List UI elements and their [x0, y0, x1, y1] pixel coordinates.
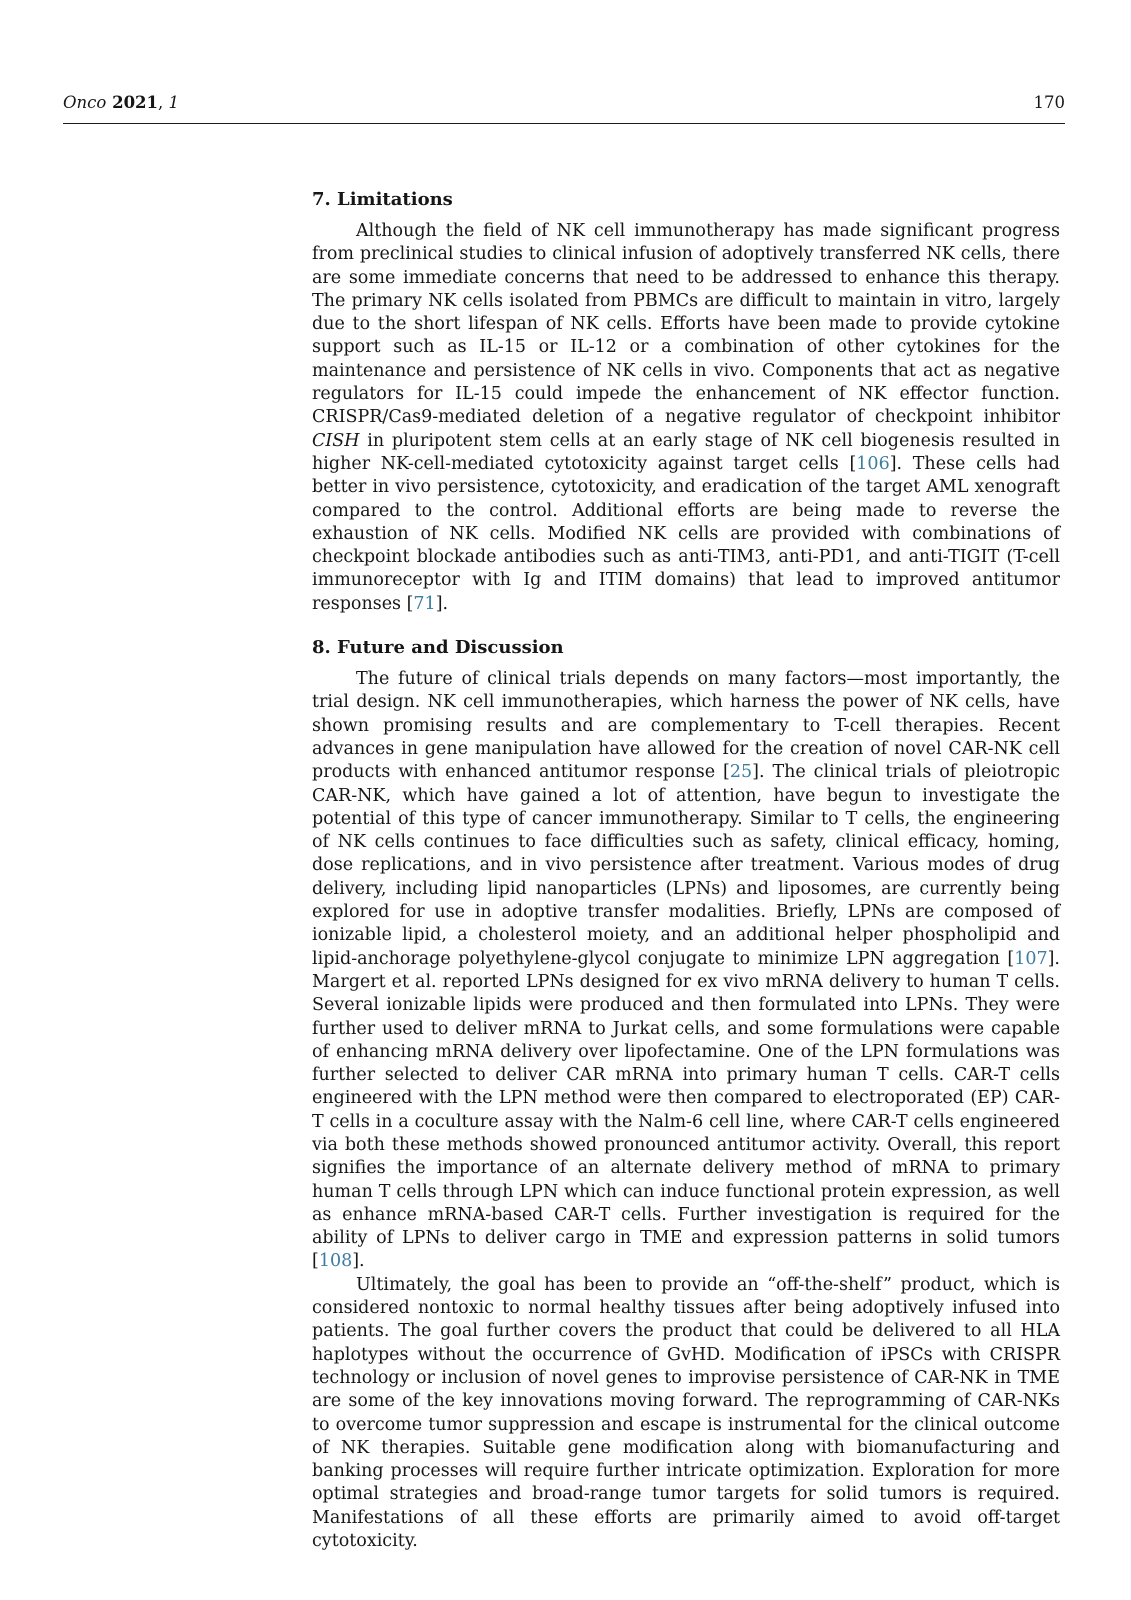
text-run: Although the field of NK cell immunotherapy has made significant progress from preclinical studies to clinical infusion of adoptively transferred NK cells, there are some immediate concerns that need to be addressed to enhance this therapy. The primary NK cells isolated from PBMCs are difficult to maintain in vitro, largely due to the short lifespan of NK cells. Efforts have been made to provide cytokine support such as IL-15 or IL-12 or a combination of other cytokines for the maintenance and persistence of NK cells in vivo. Components that act as negative regulators for IL-15 could impede the enhancement of NK effector function. CRISPR/Cas9-mediated deletion of a negative regulator of checkpoint inhibitor	[312, 221, 1060, 428]
text-run: The future of clinical trials depends on many factors—most importantly, the trial design. NK cell immunotherapies, which harness the power of NK cells, have shown promising results and are complementary to T-cell therapies. Recent advances in gene manipulation have allowed for the creation of novel CAR-NK cell products with enhanced antitumor response [	[312, 669, 1060, 783]
text-run: ].	[435, 593, 449, 614]
section	[312, 188, 1060, 616]
text-run: Ultimately, the goal has been to provide an “off-the-shelf” product, which is considered nontoxic to normal healthy tissues after being adoptively infused into patients. The goal further covers the product that could be delivered to all HLA haplotypes without the occurrence of GvHD. Modification of iPSCs with CRISPR technology or inclusion of novel genes to improvise persistence of CAR-NK in TME are some of the key innovations moving forward. The reprogramming of CAR-NKs to overcome tumor suppression and escape is instrumental for the clinical outcome of NK therapies. Suitable gene modification along with biomanufacturing and banking processes will require further intricate optimization. Exploration for more optimal strategies and broad-range tumor targets for solid tumors is required. Manifestations of all these efforts are primarily aimed to avoid off-target cytotoxicity.	[312, 1274, 1060, 1552]
journal-citation	[63, 93, 179, 113]
citation-link[interactable]: 106	[856, 453, 890, 474]
page-number: 170	[1033, 93, 1065, 112]
section-heading: 8. Future and Discussion	[312, 637, 564, 659]
text-run: ,	[158, 93, 169, 112]
paragraph	[312, 220, 1060, 616]
italic-text: CISH	[312, 430, 360, 451]
paragraph	[312, 1274, 1060, 1554]
section-heading: 7. Limitations	[312, 189, 453, 210]
citation-link[interactable]: 108	[318, 1251, 353, 1272]
italic-text: 1	[168, 93, 180, 112]
italic-text: Onco	[63, 93, 107, 112]
bold-text: 2021	[106, 93, 159, 112]
header-rule	[63, 123, 1065, 124]
article-body	[312, 188, 1060, 1553]
citation-link[interactable]: 107	[1014, 948, 1048, 969]
text-run: in pluripotent stem cells at an early stage of NK cell biogenesis resulted in higher NK-cell-mediated cytotoxicity against target cells [	[312, 430, 1060, 474]
citation-link[interactable]: 25	[729, 762, 753, 783]
running-header	[63, 93, 1065, 113]
section	[312, 636, 1060, 1553]
text-run: ].	[352, 1251, 365, 1272]
text-run: ]. These cells had better in vivo persistence, cytotoxicity, and eradication of the target AML xenograft compared to the control. Additional efforts are being made to reverse the exhaustion of NK cells. Modified NK cells are provided with combinations of checkpoint blockade antibodies such as anti-TIM3, anti-PD1, and anti-TIGIT (T-cell immunoreceptor with Ig and ITIM domains) that lead to improved antitumor responses [	[312, 453, 1060, 614]
text-run: ]. The clinical trials of pleiotropic CAR-NK, which have gained a lot of attention, have begun to investigate the potential of this type of cancer immunotherapy. Similar to T cells, the engineering of NK cells continues to face difficulties such as safety, clinical efficacy, homing, dose replications, and in vivo persistence after treatment. Various modes of drug delivery, including lipid nanoparticles (LPNs) and liposomes, are currently being explored for use in adoptive transfer modalities. Briefly, LPNs are composed of ionizable lipid, a cholesterol moiety, and an additional helper phospholipid and lipid-anchorage polyethylene-glycol conjugate to minimize LPN aggregation [	[312, 762, 1060, 969]
paragraph	[312, 668, 1060, 1274]
text-run: ]. Margert et al. reported LPNs designed for ex vivo mRNA delivery to human T cells. Several ionizable lipids were produced and then formulated into LPNs. They were further used to deliver mRNA to Jurkat cells, and some formulations were capable of enhancing mRNA delivery over lipofectamine. One of the LPN formulations was further selected to deliver CAR mRNA into primary human T cells. CAR-T cells engineered with the LPN method were then compared to electroporated (EP) CAR-T cells in a coculture assay with the Nalm-6 cell line, where CAR-T cells engineered via both these methods showed pronounced antitumor activity. Overall, this report signifies the importance of an alternate delivery method of mRNA to primary human T cells through LPN which can induce functional protein expression, as well as enhance mRNA-based CAR-T cells. Further investigation is required for the ability of LPNs to deliver cargo in TME and expression patterns in solid tumors [	[312, 948, 1060, 1272]
citation-link[interactable]: 71	[413, 593, 436, 614]
